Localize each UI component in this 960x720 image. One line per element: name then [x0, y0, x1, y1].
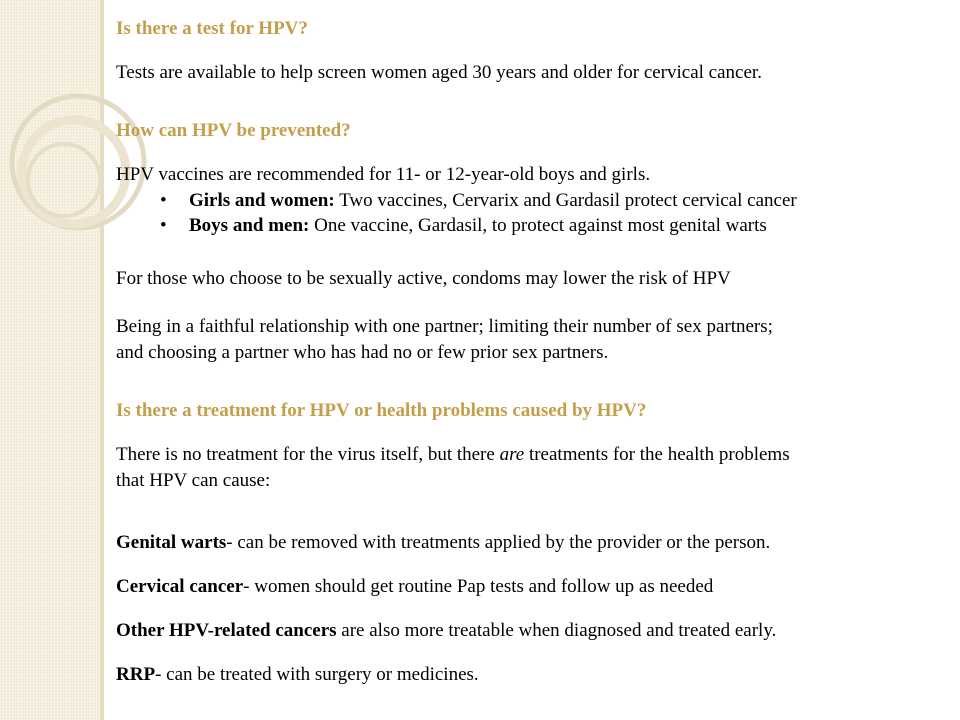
vaccine-bullet-list — [116, 188, 797, 238]
bullet-dot: • — [160, 215, 167, 236]
treatment-text-before: There is no treatment for the virus itself, but there — [116, 444, 500, 465]
text-hpv-test: Tests are available to help screen women aged 30 years and older for cervical cancer. — [116, 62, 762, 83]
bullet-text: One vaccine, Gardasil, to protect against most genital warts — [309, 215, 767, 236]
item-label: RRP — [116, 664, 156, 685]
text-condoms: For those who choose to be sexually active, condoms may lower the risk of HPV — [116, 268, 731, 289]
item-text: are also more treatable when diagnosed and treated early. — [336, 620, 777, 641]
text-treatment-line2: that HPV can cause: — [116, 470, 271, 491]
bullet-dot: • — [160, 190, 167, 211]
heading-hpv-treatment: Is there a treatment for HPV or health problems caused by HPV? — [116, 400, 647, 421]
item-genital-warts — [116, 530, 770, 555]
item-label: Cervical cancer — [116, 576, 244, 597]
slide-content — [116, 14, 960, 714]
item-text: - women should get routine Pap tests and follow up as needed — [243, 576, 714, 597]
item-other-cancers — [116, 618, 776, 643]
text-treatment-line1 — [116, 442, 790, 467]
heading-hpv-test: Is there a test for HPV? — [116, 18, 308, 39]
item-rrp — [116, 662, 479, 687]
item-label: Genital warts — [116, 532, 227, 553]
item-text: - can be treated with surgery or medicines. — [155, 664, 479, 685]
text-faithful-line2: and choosing a partner who has had no or few prior sex partners. — [116, 342, 609, 363]
bullet-boys-men — [160, 213, 797, 238]
heading-hpv-prevention: How can HPV be prevented? — [116, 120, 351, 141]
item-text: - can be removed with treatments applied by the provider or the person. — [226, 532, 771, 553]
treatment-text-emphasis: are — [499, 444, 525, 465]
bullet-label: Boys and men: — [189, 215, 310, 236]
bullet-girls-women — [160, 188, 797, 213]
bullet-text: Two vaccines, Cervarix and Gardasil protect cervical cancer — [334, 190, 797, 211]
item-cervical-cancer — [116, 574, 713, 599]
item-label: Other HPV-related cancers — [116, 620, 337, 641]
treatment-text-after: treatments for the health problems — [524, 444, 790, 465]
text-vaccine-recommendation: HPV vaccines are recommended for 11- or 12-year-old boys and girls. — [116, 164, 651, 185]
bullet-label: Girls and women: — [189, 190, 335, 211]
text-faithful-line1: Being in a faithful relationship with one partner; limiting their number of sex partners; — [116, 316, 773, 337]
